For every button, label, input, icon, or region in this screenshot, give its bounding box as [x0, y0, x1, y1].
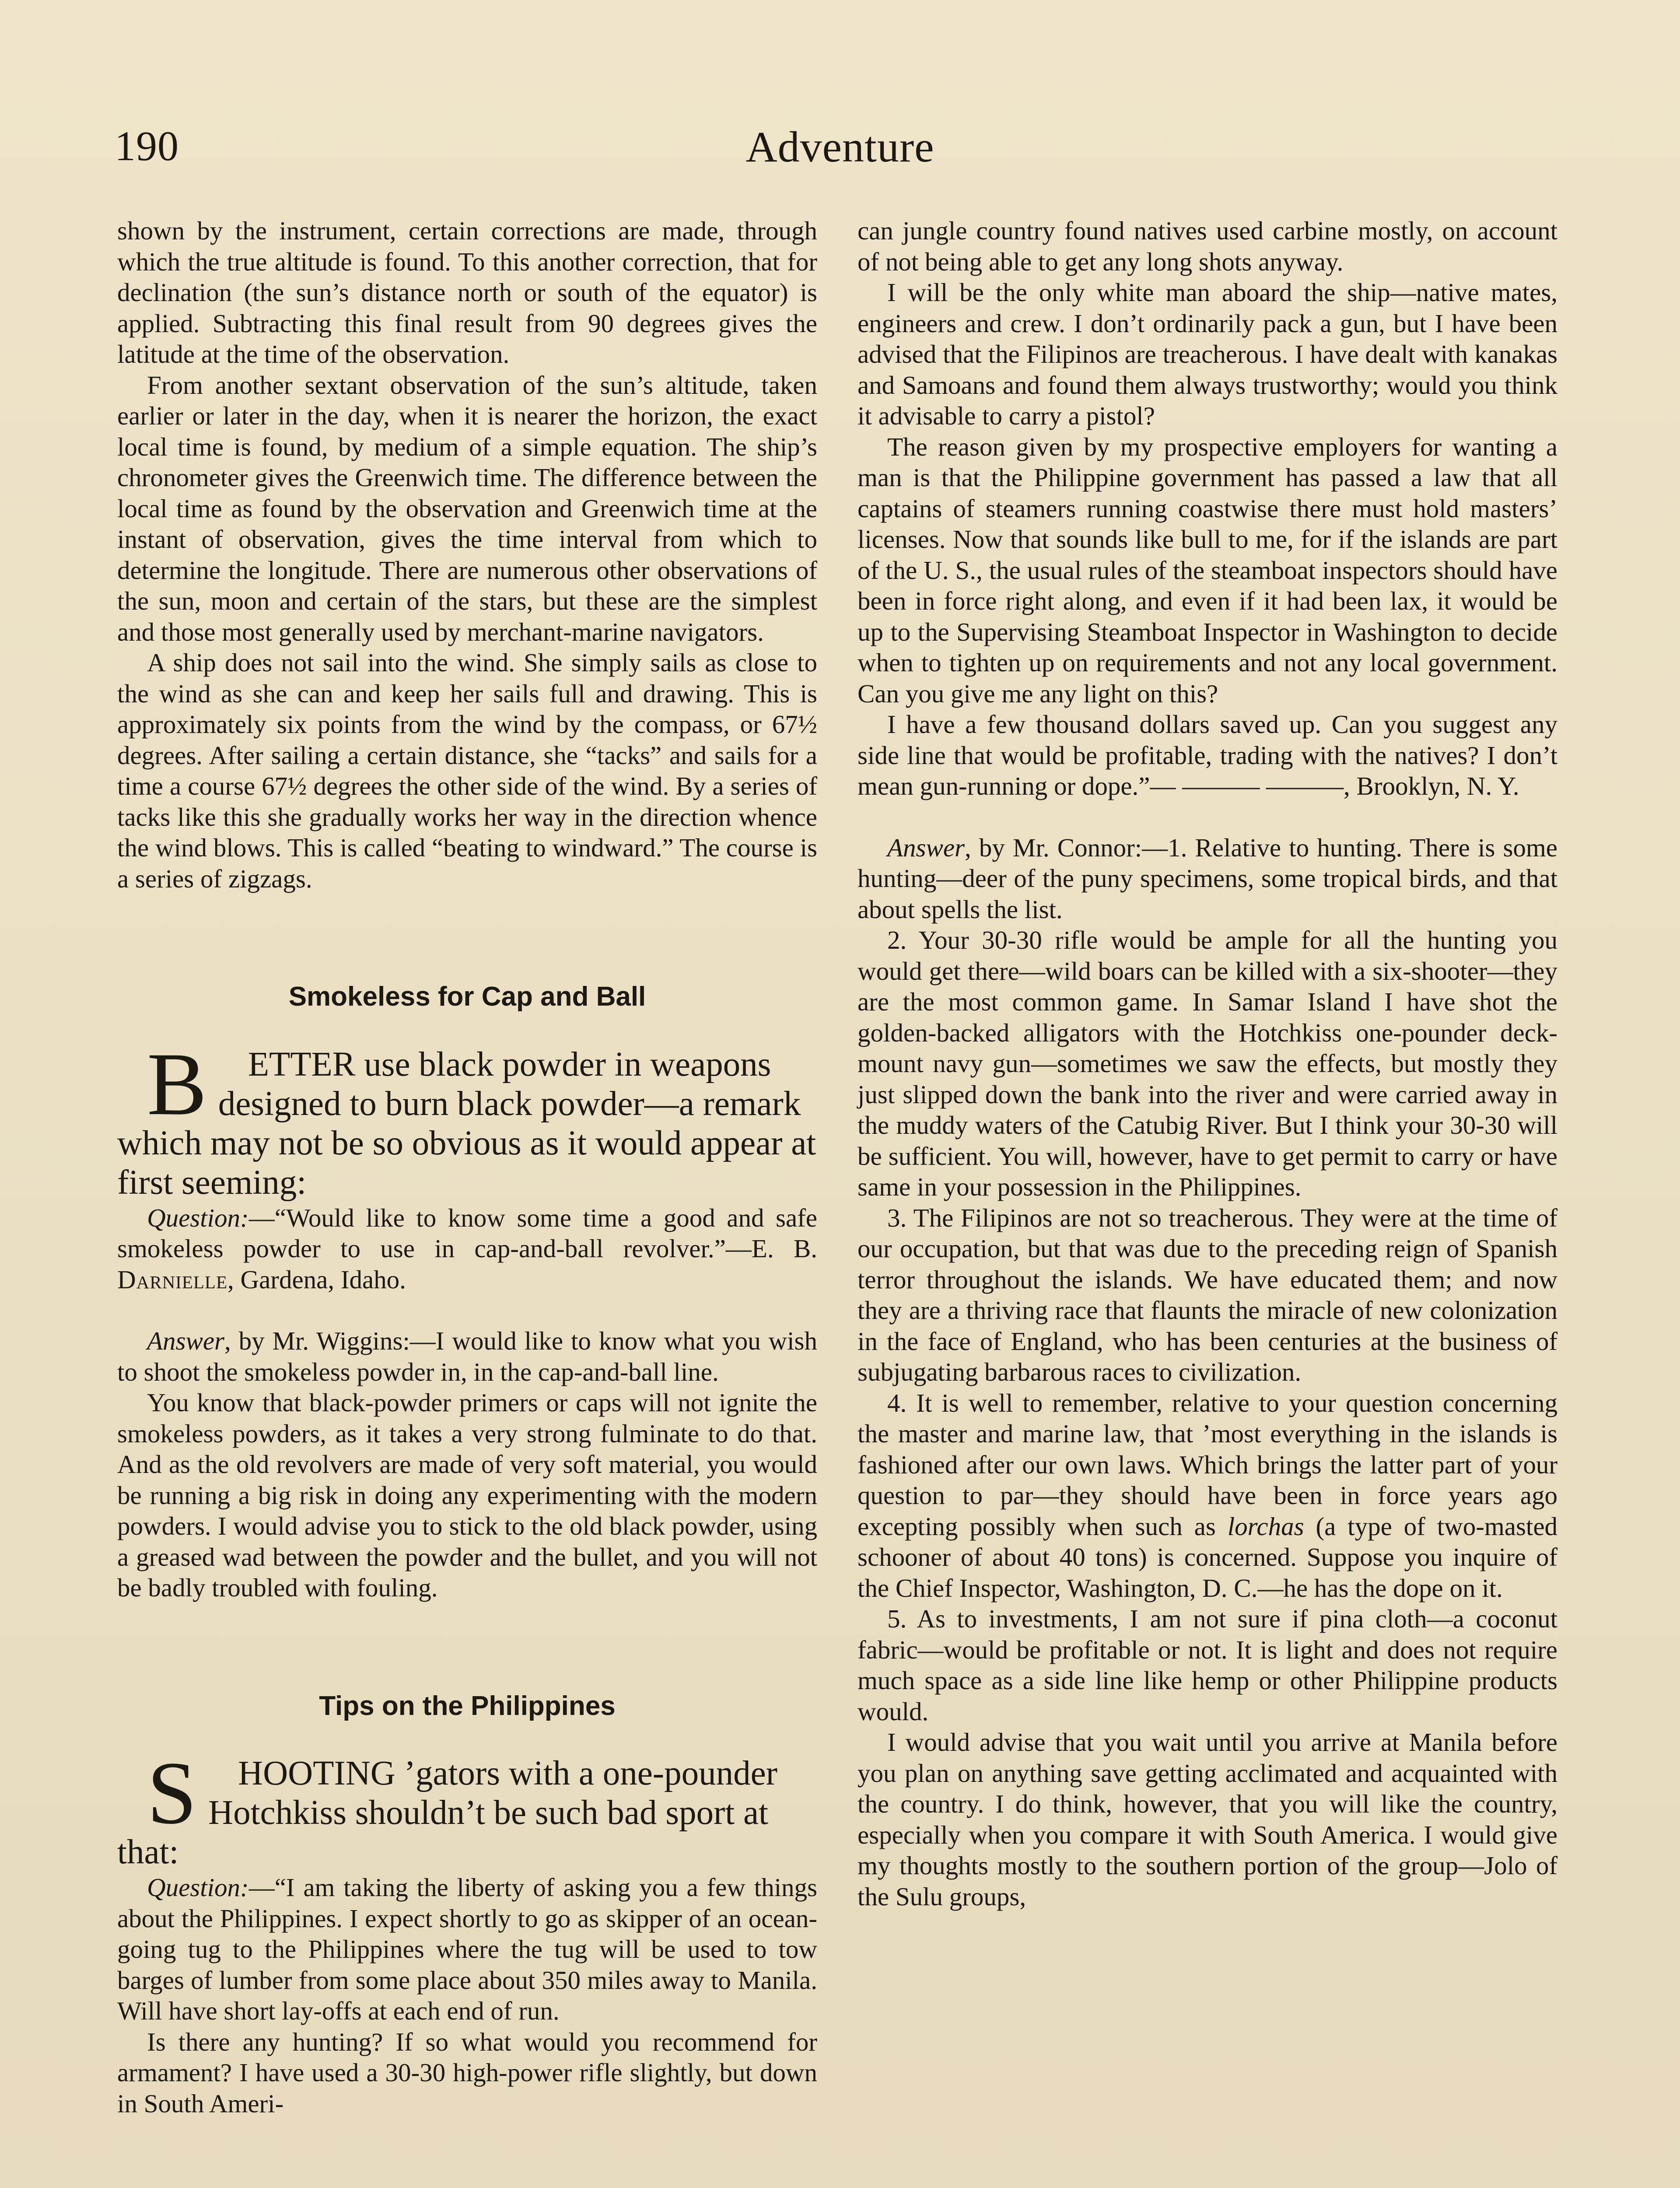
right-column — [858, 215, 1558, 1912]
answer-paragraph — [117, 1325, 817, 1387]
paragraph: Is there any hunting? If so what would you recommend for armament? I have used a 30-30 high-power rifle slightly, but down in South Ameri- — [117, 2027, 817, 2118]
lead-text: ETTER use black powder in weapons designed to burn black powder—a remark which may not be so obvious as it would appear at first seeming: — [117, 1045, 816, 1202]
answer-text: , by Mr. Connor:—1. Relative to hunting. There is some hunting—deer of the puny specimens, some tropical birds, and that about spells the list. — [858, 833, 1558, 924]
section-lead — [117, 1034, 817, 1203]
paragraph: shown by the instrument, certain corrections are made, through which the true altitude is found. To this another correction, that for declination (the sun’s distance north or south of the equator) is applied. Subtracting this final result from 90 degrees gives the latitude at the time of the observation. — [117, 216, 817, 368]
paragraph: 5. As to investments, I am not sure if pina cloth—a coconut fabric—would be profitable or not. It is light and does not require much space as a side line like hemp or other Philippine products would. — [858, 1604, 1558, 1726]
question-author: Darnielle — [117, 1265, 228, 1294]
lead-text: HOOTING ’gators with a one-pounder Hotchkiss shouldn’t be such bad sport at that: — [117, 1754, 777, 1871]
question-text: —“Would like to know some time a good and safe smokeless powder to use in cap-and-ball revolver.”—E. B. — [117, 1203, 817, 1263]
paragraph: I have a few thousand dollars saved up. Can you suggest any side line that would be profitable, trading with the natives? I don’t mean gun-running or dope.”— ——— ———, Brooklyn, N. Y. — [858, 710, 1558, 800]
paragraph: I will be the only white man aboard the ship—native mates, engineers and crew. I don’t ordinarily pack a gun, but I have been advised that the Filipinos are treacherous. I have dealt with kanakas and Samoans and found them always trustworthy; would you think it advisable to carry a pistol? — [858, 278, 1558, 430]
text-span: 4. It is well to remember, relative to your question concerning the master and marine law, that ’most everything in the islands is fashioned after our own laws. Which brings the latter part of your question to par—they should have been in force years ago excepting possibly when such as — [858, 1388, 1558, 1541]
question-paragraph — [117, 1872, 817, 2027]
question-place: , Gardena, Idaho. — [228, 1265, 406, 1294]
paragraph: 3. The Filipinos are not so treacherous. They were at the time of our occupation, but that was due to the preceding reign of Spanish terror throughout the islands. We have educated them; and now they are a thriving race that flaunts the miracle of new colonization in the face of England, who has been centuries at the business of subjugating barbarous races to civilization. — [858, 1203, 1558, 1386]
question-paragraph — [117, 1203, 817, 1295]
drop-cap: B — [147, 1034, 207, 1134]
italic-term: lorchas — [1227, 1511, 1304, 1541]
section-title-smokeless: Smokeless for Cap and Ball — [288, 982, 646, 1012]
answer-text: , by Mr. Wiggins:—I would like to know what you wish to shoot the smokeless powder in, in the cap-and-ball line. — [117, 1326, 817, 1386]
page-number: 190 — [115, 123, 179, 169]
answer-paragraph — [858, 832, 1558, 925]
running-head: Adventure — [746, 123, 934, 171]
paragraph: You know that black-powder primers or caps will not ignite the smokeless powders, as it takes a very strong fulminate to do that. And as the old revolvers are made of very soft material, you would be running a big risk in doing any experimenting with the modern powders. I would advise you to stick to the old black powder, using a greased wad between the powder and the bullet, and you will not be badly troubled with fouling. — [117, 1388, 817, 1602]
question-label: Question: — [147, 1873, 249, 1902]
paragraph: can jungle country found natives used carbine mostly, on account of not being able to get any long shots anyway. — [858, 216, 1558, 276]
question-label: Question: — [147, 1203, 249, 1232]
paragraph: From another sextant observation of the sun’s altitude, taken earlier or later in the day, when it is nearer the horizon, the exact local time is found, by medium of a simple equation. The ship’s chronometer gives the Greenwich time. The difference between the local time as found by the observation and Greenwich time at the instant of observation, gives the time interval from which to determine the longitude. There are numerous other observations of the sun, moon and certain of the stars, but these are the simplest and those most generally used by merchant-marine navigators. — [117, 370, 817, 646]
text-span: (a type of two-masted schooner of about 40 tons) is concerned. Suppose you inquire of the Chief Inspector, Washington, D. C.—he has the dope on it. — [858, 1511, 1558, 1602]
drop-cap: S — [147, 1743, 197, 1843]
answer-label: Answer — [147, 1326, 224, 1355]
paragraph — [858, 1388, 1558, 1604]
section-title-philippines: Tips on the Philippines — [319, 1690, 616, 1721]
paragraph: A ship does not sail into the wind. She simply sails as close to the wind as she can and keep her sails full and drawing. This is approximately six points from the wind by the compass, or 67½ degrees. After sailing a certain distance, she “tacks” and sails for a time a course 67½ degrees the other side of the wind. By a series of tacks like this she gradually works her way in the direction whence the wind blows. This is called “beating to windward.” The course is a series of zigzags. — [117, 648, 817, 893]
section-lead — [117, 1743, 817, 1872]
question-text: —“I am taking the liberty of asking you a few things about the Philippines. I expect shortly to go as skipper of an ocean-going tug to the Philippines where the tug will be used to tow barges of lumber from some place about 350 miles away to Manila. Will have short lay-offs at each end of run. — [117, 1873, 817, 2025]
left-column — [117, 215, 817, 2119]
page-header — [115, 122, 1565, 183]
answer-label: Answer — [887, 833, 965, 862]
paragraph: The reason given by my prospective employers for wanting a man is that the Philippine government has passed a law that all captains of steamers running coastwise there must hold masters’ licenses. Now that sounds like bull to me, for if the islands are part of the U. S., the usual rules of the steamboat inspectors should have been in force right along, and even if it had been lax, it would be up to the Supervising Steamboat Inspector in Washington to decide when to tighten up on requirements and not any local government. Can you give me any light on this? — [858, 432, 1558, 708]
paragraph: I would advise that you wait until you arrive at Manila before you plan on anything save getting acclimated and acquainted with the country. I do think, however, that you will like the country, especially when you compare it with South America. I would give my thoughts mostly to the southern portion of the group—Jolo of the Sulu groups, — [858, 1728, 1558, 1911]
paragraph: 2. Your 30-30 rifle would be ample for all the hunting you would get there—wild boars can be killed with a six-shooter—they are the most common game. In Samar Island I have shot the golden-backed alligators with the Hotchkiss one-pounder deck-mount navy gun—sometimes we saw the effects, but mostly they just slipped down the bank into the river and were carried away in the muddy waters of the Catubig River. But I think your 30-30 will be sufficient. You will, however, have to get permit to carry or have same in your possession in the Philippines. — [858, 926, 1558, 1201]
